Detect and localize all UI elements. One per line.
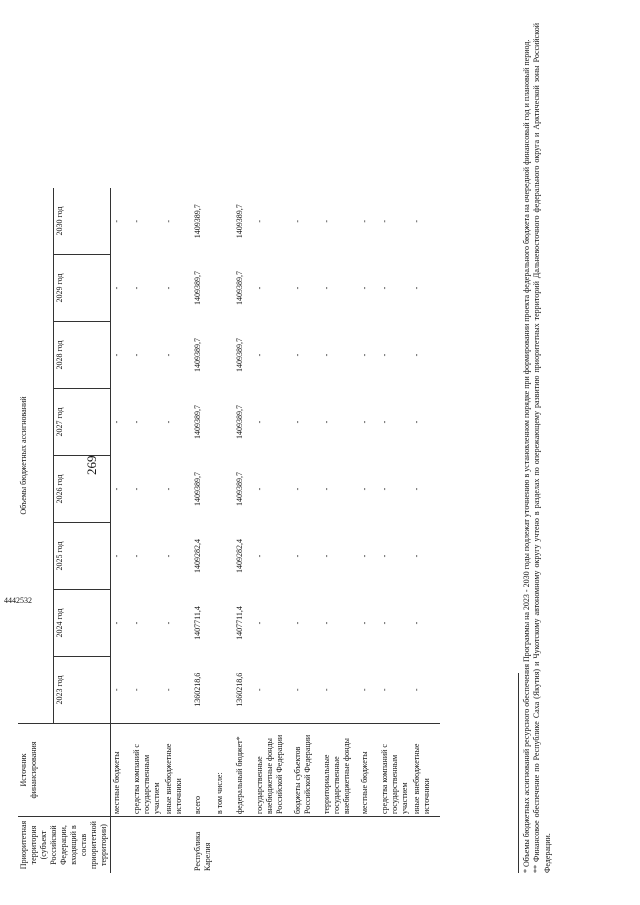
table-row	[131, 188, 163, 873]
cell-value: -	[360, 219, 369, 223]
cell-territory	[214, 817, 234, 874]
cell-value: -	[132, 219, 141, 223]
cell-value: -	[322, 487, 331, 491]
header-year: 2029 год	[54, 255, 111, 322]
table-row	[379, 188, 411, 873]
table-row	[359, 188, 379, 873]
cell-value: -	[360, 688, 369, 692]
cell-value: -	[164, 688, 173, 692]
footnotes	[522, 23, 553, 873]
cell-value	[214, 456, 234, 523]
cell-value: -	[322, 688, 331, 692]
cell-value: -	[360, 420, 369, 424]
footnote-divider	[518, 673, 519, 873]
cell-value: 1409389,7	[235, 472, 244, 506]
cell-source: местные бюджеты	[111, 724, 132, 817]
cell-value: 1360218,6	[193, 672, 202, 707]
cell-value: -	[293, 621, 302, 625]
cell-value: -	[380, 554, 389, 558]
cell-value: -	[293, 554, 302, 558]
cell-value	[214, 523, 234, 590]
cell-value	[214, 255, 234, 322]
cell-source: иные внебюджетные источники	[163, 724, 192, 817]
header-year: 2026 год	[54, 456, 111, 523]
cell-value: -	[255, 621, 264, 625]
cell-value: 1409389,7	[193, 338, 202, 372]
cell-value: -	[322, 219, 331, 223]
cell-value	[214, 657, 234, 724]
cell-value: -	[360, 487, 369, 491]
cell-value: -	[132, 420, 141, 424]
cell-value: -	[255, 554, 264, 558]
table-row	[292, 188, 321, 873]
cell-source: местные бюджеты	[359, 724, 379, 817]
table-body	[111, 188, 441, 873]
table-row	[163, 188, 192, 873]
cell-value: -	[293, 353, 302, 357]
cell-value: -	[164, 487, 173, 491]
table-row	[234, 188, 254, 873]
cell-territory	[411, 817, 440, 874]
cell-value: -	[112, 688, 121, 692]
cell-value: -	[412, 688, 421, 692]
header-territory: Приоритетная территория (субъект Российской Федерации, входящий в состав приоритетной территории)	[18, 817, 111, 874]
cell-value: 1409389,7	[235, 204, 244, 239]
cell-value: -	[164, 420, 173, 424]
cell-source: средства компаний с государственным участием	[379, 724, 411, 817]
cell-value: -	[132, 621, 141, 625]
cell-value: -	[164, 353, 173, 357]
cell-value	[214, 389, 234, 456]
cell-value: -	[255, 487, 264, 491]
header-volumes: Объемы бюджетных ассигнований	[18, 188, 54, 724]
cell-value: -	[293, 286, 302, 290]
cell-territory	[379, 817, 411, 874]
table-row	[111, 188, 132, 873]
cell-value: -	[412, 487, 421, 491]
cell-value: -	[380, 420, 389, 424]
table-row	[411, 188, 440, 873]
header-year: 2028 год	[54, 322, 111, 389]
cell-value: -	[132, 688, 141, 692]
cell-value: 1407711,4	[193, 606, 202, 640]
cell-value: -	[380, 353, 389, 357]
table-row	[192, 188, 214, 873]
table-row	[214, 188, 234, 873]
footnote-1: * Объемы бюджетных ассигнований ресурсного обеспечения Программы на 2023 - 2030 годы подлежат уточнению в установленном порядке при формировании проекта федерального бюджета на очередной финансовый год и плановый период.	[522, 39, 531, 873]
header-year: 2023 год	[54, 657, 111, 724]
header-year: 2030 год	[54, 188, 111, 255]
cell-value: -	[412, 219, 421, 223]
cell-value: -	[412, 420, 421, 424]
cell-value: -	[112, 353, 121, 357]
cell-territory	[292, 817, 321, 874]
cell-source: бюджеты субъектов Российской Федерации	[292, 724, 321, 817]
cell-value: -	[164, 219, 173, 223]
cell-value: -	[132, 286, 141, 290]
cell-value: -	[255, 688, 264, 692]
cell-value: -	[164, 621, 173, 625]
cell-value: 1360218,6	[235, 672, 244, 707]
cell-source: территориальные государственные внебюджетные фонды	[321, 724, 359, 817]
cell-source: всего	[192, 724, 214, 817]
cell-source: иные внебюджетные источники	[411, 724, 440, 817]
cell-value: 1409389,7	[235, 271, 244, 305]
cell-value: -	[380, 219, 389, 223]
cell-value: 1409389,7	[193, 204, 202, 239]
cell-value: -	[255, 219, 264, 223]
cell-value: 1409389,7	[193, 405, 202, 439]
cell-value: -	[360, 286, 369, 290]
cell-value: -	[132, 554, 141, 558]
cell-value: 1409389,7	[235, 338, 244, 372]
footnote-2: ** Финансовое обеспечение по Республике Саха (Якутия) и Чукотскому автономному округу учтено в разделах по опережающему развитию приоритетных территорий Дальневосточного федерального округа и Арктической зоны Российской Федерации.	[532, 23, 552, 873]
page-number: 269	[84, 455, 99, 475]
cell-value: -	[293, 487, 302, 491]
cell-value: -	[360, 554, 369, 558]
cell-value: -	[293, 420, 302, 424]
table-row	[254, 188, 292, 873]
cell-value: -	[255, 420, 264, 424]
cell-value: -	[412, 353, 421, 357]
cell-value: -	[164, 286, 173, 290]
cell-value: 1409389,7	[193, 472, 202, 506]
cell-source: в том числе:	[214, 724, 234, 817]
cell-value: -	[322, 420, 331, 424]
cell-territory	[163, 817, 192, 874]
cell-territory	[254, 817, 292, 874]
cell-value: -	[380, 286, 389, 290]
cell-value: -	[112, 420, 121, 424]
cell-value: -	[380, 688, 389, 692]
cell-territory: Республика Карелия	[192, 817, 214, 874]
table-row	[321, 188, 359, 873]
cell-value: 1407711,4	[235, 606, 244, 640]
cell-value: 1409389,7	[235, 405, 244, 439]
cell-value: -	[380, 621, 389, 625]
cell-value: -	[112, 286, 121, 290]
cell-value: -	[322, 621, 331, 625]
cell-value: -	[132, 353, 141, 357]
cell-value: -	[132, 487, 141, 491]
cell-value: -	[412, 621, 421, 625]
cell-value: 1409389,7	[193, 271, 202, 305]
header-year: 2025 год	[54, 523, 111, 590]
header-source: Источник финансирования	[18, 724, 111, 817]
cell-value: -	[322, 353, 331, 357]
cell-value: -	[412, 554, 421, 558]
header-year: 2027 год	[54, 389, 111, 456]
cell-value: -	[164, 554, 173, 558]
cell-territory	[234, 817, 254, 874]
cell-territory	[111, 817, 132, 874]
cell-value: -	[293, 219, 302, 223]
cell-value: -	[293, 688, 302, 692]
header-year: 2024 год	[54, 590, 111, 657]
cell-value: -	[112, 219, 121, 223]
budget-table	[18, 188, 440, 873]
cell-value: 1409282,4	[193, 539, 202, 573]
cell-value: -	[412, 286, 421, 290]
cell-value	[214, 188, 234, 255]
cell-value: 1409282,4	[235, 539, 244, 573]
document-code: 4442532	[4, 596, 32, 605]
cell-value: -	[322, 554, 331, 558]
cell-value: -	[360, 353, 369, 357]
cell-value: -	[360, 621, 369, 625]
cell-value: -	[255, 286, 264, 290]
cell-territory	[359, 817, 379, 874]
cell-source: федеральный бюджет*	[234, 724, 254, 817]
cell-value: -	[380, 487, 389, 491]
cell-value: -	[322, 286, 331, 290]
cell-value: -	[112, 621, 121, 625]
cell-source: государственные внебюджетные фонды Российской Федерации	[254, 724, 292, 817]
cell-territory	[131, 817, 163, 874]
cell-value	[214, 590, 234, 657]
cell-territory	[321, 817, 359, 874]
cell-source: средства компаний с государственным участием	[131, 724, 163, 817]
cell-value: -	[112, 554, 121, 558]
cell-value: -	[255, 353, 264, 357]
cell-value: -	[112, 487, 121, 491]
cell-value	[214, 322, 234, 389]
